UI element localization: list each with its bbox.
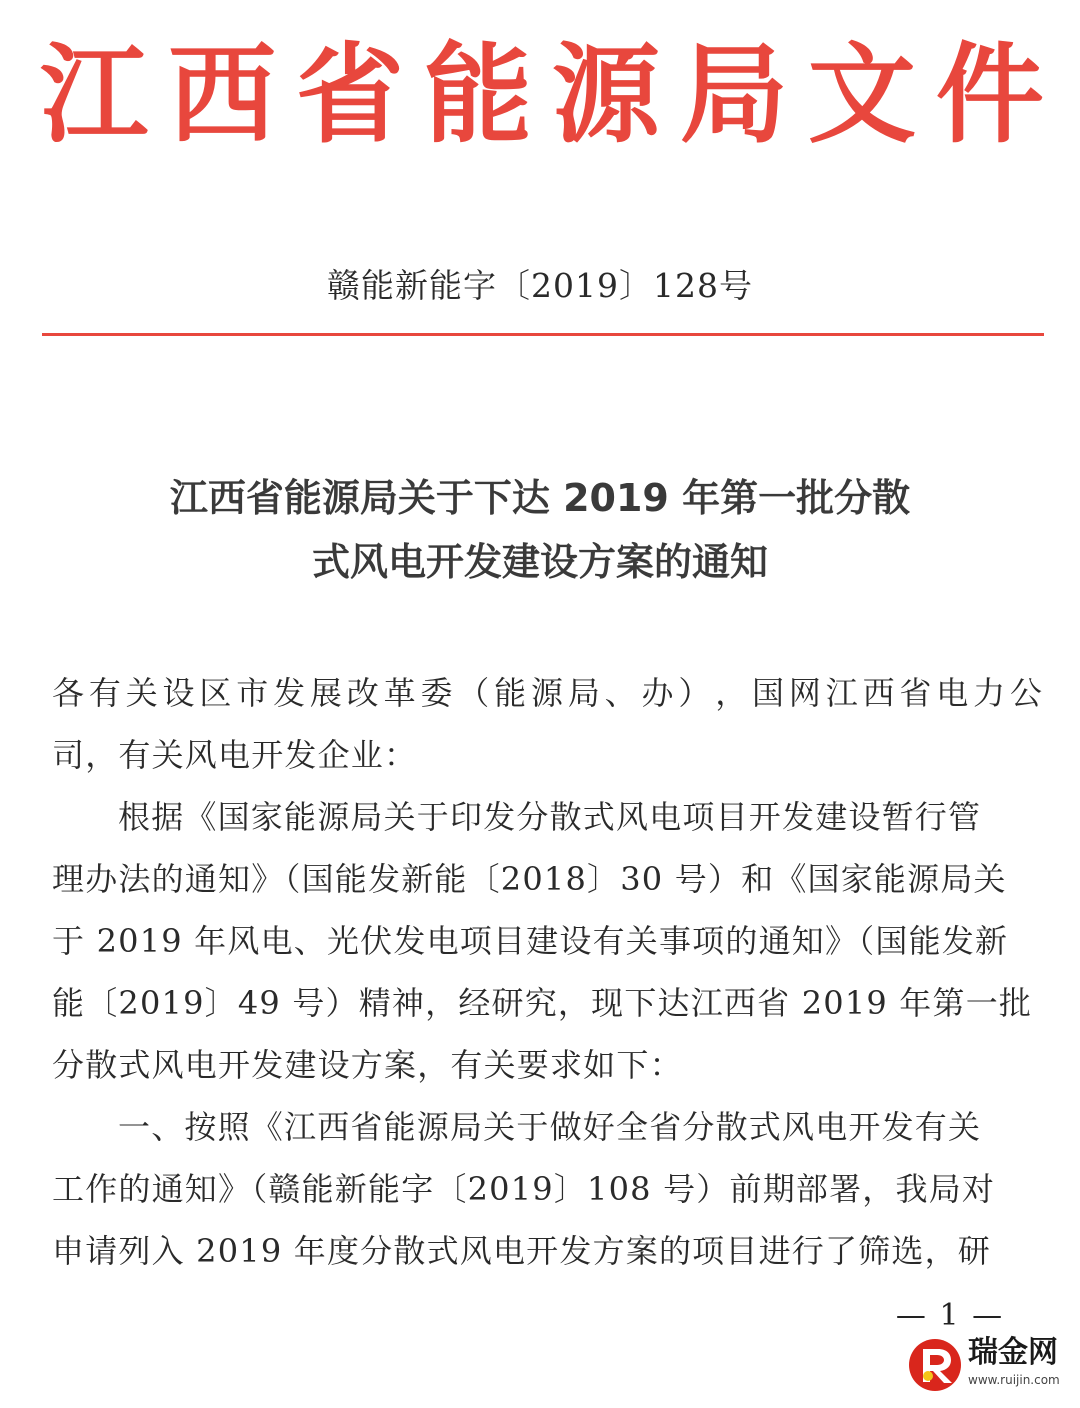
body-line: 申请列入 2019 年度分散式风电开发方案的项目进行了筛选，研 xyxy=(52,1232,991,1270)
body-char: ） xyxy=(678,674,711,712)
body-line-fill xyxy=(52,662,1042,724)
masthead-char: 江 xyxy=(40,32,149,158)
body-char: 、 xyxy=(604,674,637,712)
title-line: 式风电开发建设方案的通知 xyxy=(311,540,768,584)
body-char: （ xyxy=(457,674,490,712)
body-char: 源 xyxy=(530,674,563,712)
body-char: 委 xyxy=(420,674,453,712)
body-line: 能〔2019〕49 号）精神，经研究，现下达江西省 2019 年第一批 xyxy=(52,984,1033,1022)
document-title xyxy=(90,466,990,594)
body-char: 局 xyxy=(567,674,600,712)
body-char: 力 xyxy=(973,674,1006,712)
body-line: 根据《国家能源局关于印发分散式风电项目开发建设暂行管 xyxy=(118,798,982,836)
body-char: 关 xyxy=(125,674,158,712)
body-char: 有 xyxy=(88,674,121,712)
body-line: 司，有关风电开发企业： xyxy=(52,736,418,774)
site-watermark xyxy=(906,1334,1066,1396)
masthead-char: 局 xyxy=(679,32,788,158)
body-line: 一、按照《江西省能源局关于做好全省分散式风电开发有关 xyxy=(118,1108,982,1146)
body-char: 能 xyxy=(494,674,527,712)
title-line: 江西省能源局关于下达 2019 年第一批分散 xyxy=(169,476,911,520)
body-char: 省 xyxy=(899,674,932,712)
body-char: 设 xyxy=(162,674,195,712)
body-char: 展 xyxy=(309,674,342,712)
masthead-title xyxy=(40,30,1044,160)
document-number: 赣能新能字〔2019〕128号 xyxy=(327,266,753,305)
ruijin-logo-icon xyxy=(906,1336,964,1394)
body-char: 市 xyxy=(236,674,269,712)
body-line: 分散式风电开发建设方案，有关要求如下： xyxy=(52,1046,683,1084)
body-char: 各 xyxy=(52,674,85,712)
body-char: ， xyxy=(715,674,748,712)
body-char: 国 xyxy=(752,674,785,712)
masthead-char: 省 xyxy=(295,32,404,158)
body-line: 理办法的通知》（国能发新能〔2018〕30 号）和《国家能源局关 xyxy=(52,860,1007,898)
page-number: — 1 — xyxy=(895,1298,1005,1333)
body-char: 公 xyxy=(1009,674,1042,712)
masthead-char: 能 xyxy=(423,32,532,158)
masthead-char: 西 xyxy=(167,32,276,158)
body-char: 革 xyxy=(383,674,416,712)
masthead-char: 件 xyxy=(935,32,1044,158)
body-line: 工作的通知》（赣能新能字〔2019〕108 号）前期部署，我局对 xyxy=(52,1170,996,1208)
body-char: 西 xyxy=(862,674,895,712)
watermark-site-url: www.ruijin.com xyxy=(968,1373,1060,1387)
body-char: 江 xyxy=(825,674,858,712)
body-char: 发 xyxy=(273,674,306,712)
masthead-char: 文 xyxy=(807,32,916,158)
body-char: 网 xyxy=(788,674,821,712)
body-char: 办 xyxy=(641,674,674,712)
masthead-char: 源 xyxy=(551,32,660,158)
watermark-site-name: 瑞金网 xyxy=(968,1335,1058,1370)
red-divider-line xyxy=(42,333,1044,336)
document-body xyxy=(52,662,1042,1282)
body-char: 电 xyxy=(936,674,969,712)
body-char: 改 xyxy=(346,674,379,712)
body-line: 于 2019 年风电、光伏发电项目建设有关事项的通知》（国能发新 xyxy=(52,922,1009,960)
body-char: 区 xyxy=(199,674,232,712)
